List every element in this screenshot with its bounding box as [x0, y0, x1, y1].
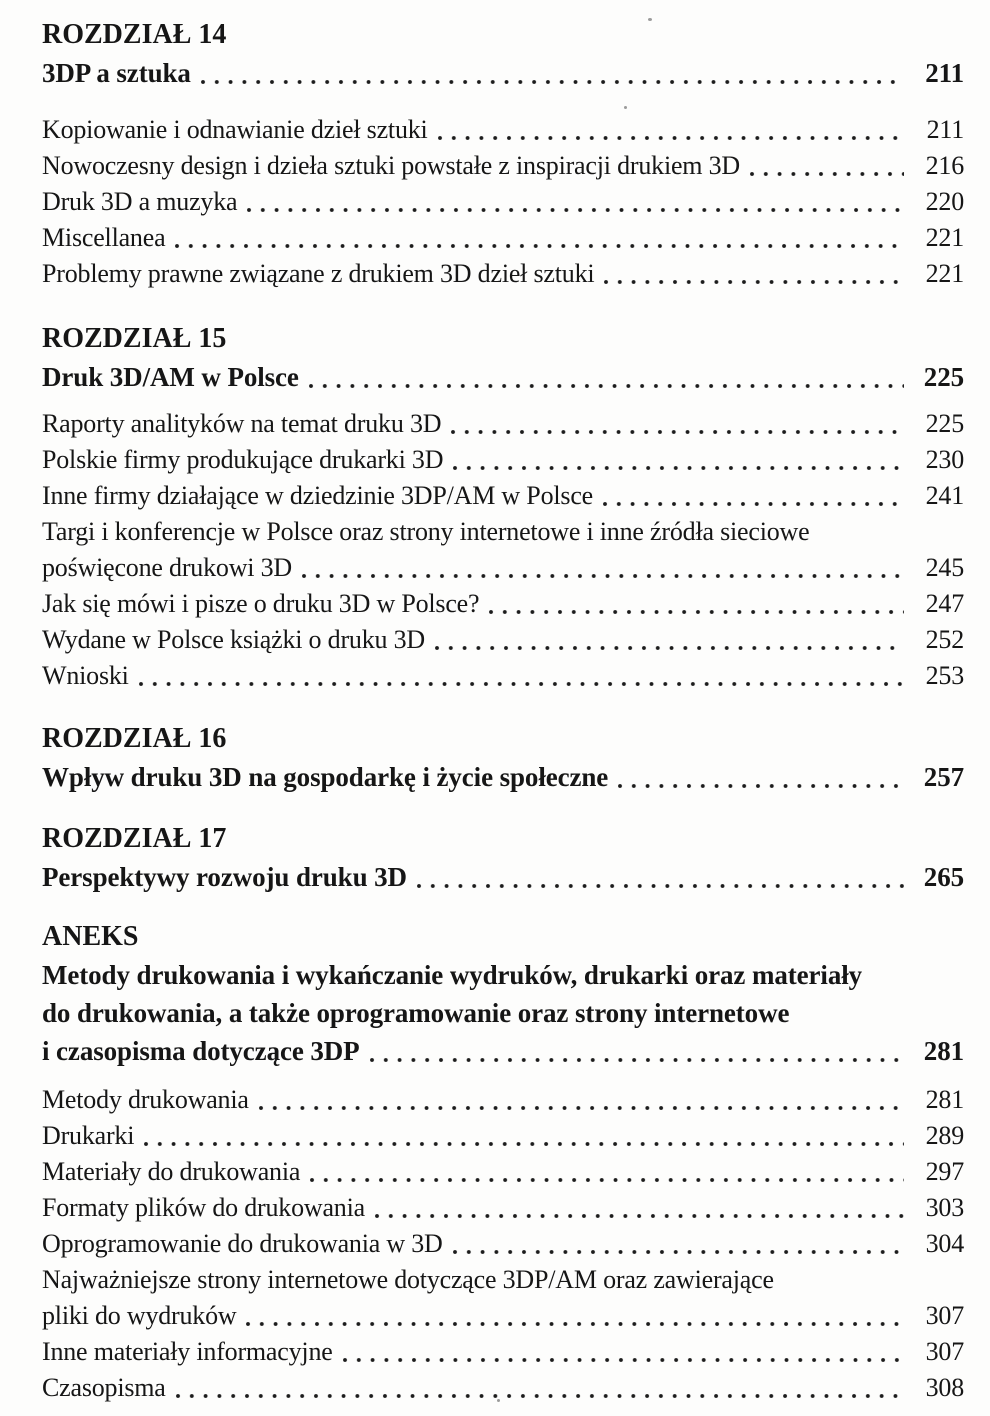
toc-section-chapter-15 — [42, 320, 964, 694]
toc-entry — [42, 622, 964, 658]
scan-artifact — [648, 18, 652, 21]
scan-artifact — [624, 106, 627, 109]
dot-leader — [300, 550, 904, 586]
toc-entry — [42, 1118, 964, 1154]
dot-leader — [602, 256, 904, 292]
page-number: 220 — [925, 187, 964, 216]
entry-title: Jak się mówi i pisze o druku 3D w Polsce? — [42, 589, 480, 618]
dot-leader — [601, 478, 904, 514]
dot-leader — [616, 758, 904, 796]
toc-entry-wrap-line: Najważniejsze strony internetowe dotyczące 3DP/AM oraz zawierające — [42, 1265, 774, 1294]
entry-title: Materiały do drukowania — [42, 1157, 301, 1186]
entry-title: Problemy prawne związane z drukiem 3D dzieł sztuki — [42, 259, 595, 288]
dot-leader — [137, 658, 904, 694]
toc-entry — [42, 658, 964, 694]
page-number: 216 — [925, 151, 964, 180]
toc-entry — [42, 148, 964, 184]
chapter-title-row — [42, 758, 964, 796]
toc-section-chapter-17 — [42, 820, 964, 896]
toc-entry — [42, 550, 964, 586]
entry-title: poświęcone drukowi 3D — [42, 553, 292, 582]
chapter-title: Druk 3D/AM w Polsce — [42, 362, 299, 392]
page-number: 289 — [925, 1121, 964, 1150]
entry-title: Drukarki — [42, 1121, 135, 1150]
entry-list — [42, 1082, 964, 1406]
page-number: 281 — [925, 1085, 964, 1114]
chapter-heading: ROZDZIAŁ 15 — [42, 323, 227, 354]
entry-title: Polskie firmy produkujące drukarki 3D — [42, 445, 444, 474]
page-number: 265 — [923, 862, 964, 892]
entry-title: pliki do wydruków — [42, 1301, 237, 1330]
dot-leader — [433, 622, 904, 658]
toc-entry — [42, 1190, 964, 1226]
toc-entry — [42, 112, 964, 148]
page-number: 252 — [925, 625, 964, 654]
toc-entry — [42, 406, 964, 442]
chapter-heading: ROZDZIAŁ 17 — [42, 823, 227, 854]
toc-entry — [42, 478, 964, 514]
chapter-heading: ROZDZIAŁ 14 — [42, 19, 227, 50]
toc-entry — [42, 1370, 964, 1406]
toc-entry-wrap-line: Targi i konferencje w Polsce oraz strony internetowe i inne źródła sieciowe — [42, 517, 810, 546]
page-number: 304 — [925, 1229, 964, 1258]
page-number: 211 — [926, 115, 964, 144]
entry-title: Metody drukowania — [42, 1085, 249, 1114]
page-number: 225 — [923, 362, 964, 392]
dot-leader — [173, 220, 904, 256]
dot-leader — [451, 442, 904, 478]
page-number: 221 — [925, 259, 964, 288]
entry-title: Formaty plików do drukowania — [42, 1193, 365, 1222]
chapter-title: Perspektywy rozwoju druku 3D — [42, 862, 407, 892]
dot-leader — [436, 112, 904, 148]
dot-leader — [487, 586, 904, 622]
toc-section-aneks — [42, 918, 964, 1406]
dot-leader — [748, 148, 904, 184]
chapter-title: Wpływ druku 3D na gospodarkę i życie społeczne — [42, 762, 609, 792]
dot-leader — [308, 1154, 904, 1190]
page-number: 297 — [925, 1157, 964, 1186]
entry-title: Inne materiały informacyjne — [42, 1337, 333, 1366]
toc-entry — [42, 1154, 964, 1190]
toc-entry — [42, 1082, 964, 1118]
dot-leader — [199, 54, 904, 92]
entry-title: Wnioski — [42, 661, 129, 690]
chapter-title-row — [42, 858, 964, 896]
chapter-title-line: do drukowania, a także oprogramowanie oraz strony internetowe — [42, 998, 790, 1028]
dot-leader — [449, 406, 904, 442]
chapter-heading: ROZDZIAŁ 16 — [42, 723, 227, 754]
entry-title: Miscellanea — [42, 223, 166, 252]
page-number: 257 — [923, 762, 964, 792]
page-number: 281 — [923, 1036, 964, 1066]
chapter-title-row — [42, 54, 964, 92]
page-number: 230 — [925, 445, 964, 474]
toc-entry — [42, 1334, 964, 1370]
page-number: 307 — [925, 1337, 964, 1366]
entry-title: Inne firmy działające w dziedzinie 3DP/AM w Polsce — [42, 481, 593, 510]
entry-title: Nowoczesny design i dzieła sztuki powstałe z inspiracji drukiem 3D — [42, 151, 741, 180]
chapter-title-row — [42, 1032, 964, 1070]
toc-entry — [42, 220, 964, 256]
page-number: 211 — [925, 58, 964, 88]
toc-entry — [42, 1298, 964, 1334]
dot-leader — [451, 1226, 904, 1262]
page-number: 253 — [925, 661, 964, 690]
toc-section-chapter-16 — [42, 720, 964, 796]
entry-title: Kopiowanie i odnawianie dzieł sztuki — [42, 115, 428, 144]
entry-title: Raporty analityków na temat druku 3D — [42, 409, 442, 438]
chapter-heading: ANEKS — [42, 921, 139, 952]
toc-entry — [42, 1226, 964, 1262]
page-number: 308 — [925, 1373, 964, 1402]
page-number: 307 — [925, 1301, 964, 1330]
entry-list — [42, 112, 964, 292]
page-number: 303 — [925, 1193, 964, 1222]
dot-leader — [174, 1370, 904, 1406]
entry-title: Druk 3D a muzyka — [42, 187, 238, 216]
page-number: 225 — [925, 409, 964, 438]
toc-entry — [42, 256, 964, 292]
chapter-title-row — [42, 358, 964, 396]
toc-entry — [42, 442, 964, 478]
dot-leader — [245, 184, 904, 220]
dot-leader — [368, 1032, 904, 1070]
page-number: 245 — [925, 553, 964, 582]
toc-entry — [42, 184, 964, 220]
dot-leader — [142, 1118, 904, 1154]
entry-title: Oprogramowanie do drukowania w 3D — [42, 1229, 443, 1258]
dot-leader — [373, 1190, 904, 1226]
dot-leader — [415, 858, 904, 896]
dot-leader — [341, 1334, 904, 1370]
page-number: 241 — [925, 481, 964, 510]
entry-list — [42, 406, 964, 694]
entry-title: Czasopisma — [42, 1373, 166, 1402]
entry-title: Wydane w Polsce książki o druku 3D — [42, 625, 425, 654]
toc-section-chapter-14 — [42, 16, 964, 292]
page-number: 221 — [925, 223, 964, 252]
page-number: 247 — [925, 589, 964, 618]
toc-entry — [42, 586, 964, 622]
dot-leader — [307, 358, 904, 396]
chapter-title: i czasopisma dotyczące 3DP — [42, 1036, 360, 1066]
dot-leader — [244, 1298, 904, 1334]
chapter-title-line: Metody drukowania i wykańczanie wydruków, drukarki oraz materiały — [42, 960, 863, 990]
chapter-title: 3DP a sztuka — [42, 58, 191, 88]
dot-leader — [257, 1082, 904, 1118]
